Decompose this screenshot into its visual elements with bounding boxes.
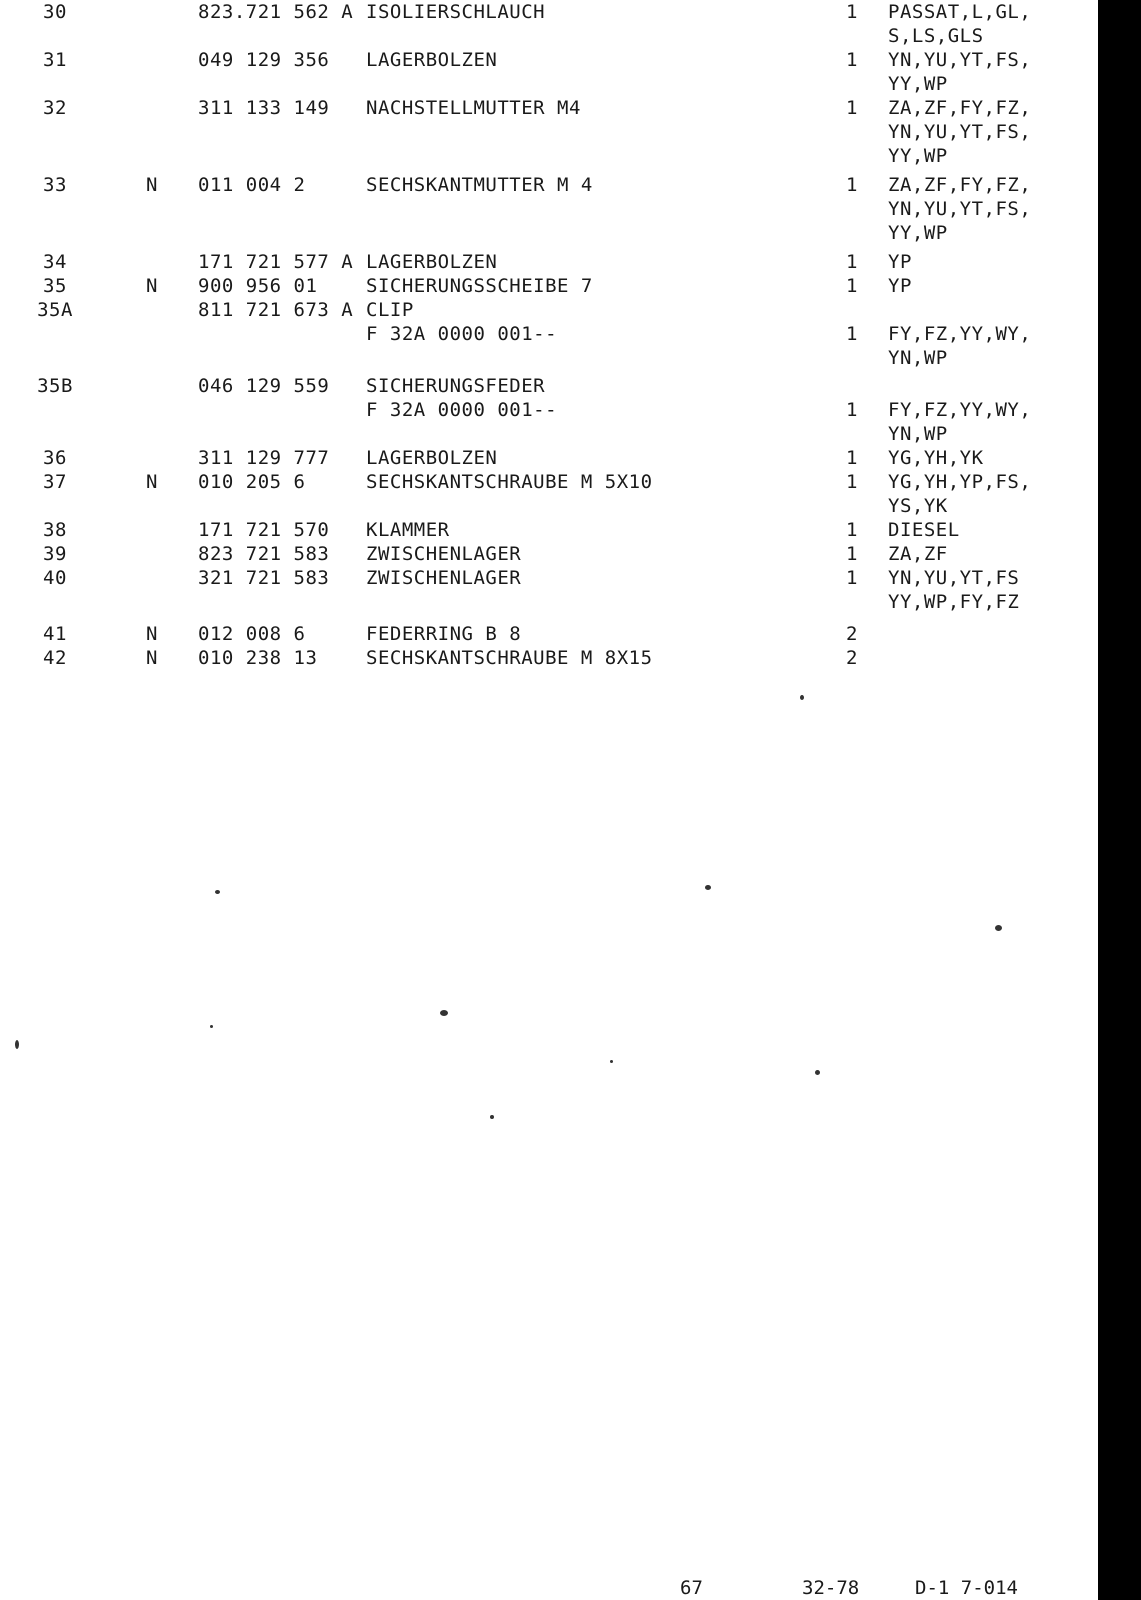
row-position: 39 xyxy=(43,543,67,566)
table-row xyxy=(0,446,1090,470)
table-row xyxy=(0,422,1090,446)
row-model-codes: FY,FZ,YY,WY, xyxy=(888,322,1032,345)
row-position: 35 xyxy=(43,274,67,297)
row-position: 34 xyxy=(43,250,67,273)
footer-page-number: 67 xyxy=(680,1577,703,1599)
row-model-codes: YN,YU,YT,FS, xyxy=(888,49,1032,71)
scan-speck xyxy=(490,1115,494,1119)
row-n-marker: N xyxy=(146,622,158,645)
row-description: FEDERRING B 8 xyxy=(366,622,522,645)
row-position: 33 xyxy=(43,173,67,196)
row-description: ZWISCHENLAGER xyxy=(366,567,522,590)
row-n-marker: N xyxy=(146,646,158,669)
row-quantity: 1 xyxy=(846,447,858,470)
table-row xyxy=(0,274,1090,298)
scan-speck xyxy=(210,1025,213,1028)
table-row xyxy=(0,494,1090,518)
row-position: 37 xyxy=(43,471,67,494)
row-n-marker: N xyxy=(146,274,158,297)
row-position: 38 xyxy=(43,519,67,542)
row-model-codes: YP xyxy=(888,274,912,297)
row-model-codes: S,LS,GLS xyxy=(888,25,984,47)
table-row xyxy=(0,221,1090,245)
row-part-number: 046 129 559 xyxy=(198,375,330,398)
row-model-codes: YS,YK xyxy=(888,495,948,518)
row-model-codes: DIESEL xyxy=(888,519,960,542)
scan-speck xyxy=(800,695,804,700)
row-quantity: 1 xyxy=(846,567,858,590)
row-part-number: 311 133 149 xyxy=(198,97,330,119)
row-description: SECHSKANTSCHRAUBE M 8X15 xyxy=(366,646,653,669)
table-row xyxy=(0,72,1090,96)
row-model-codes: ZA,ZF,FY,FZ, xyxy=(888,173,1032,196)
scan-speck xyxy=(215,890,220,894)
row-model-codes: PASSAT,L,GL, xyxy=(888,1,1032,23)
row-quantity: 1 xyxy=(846,274,858,297)
row-quantity: 1 xyxy=(846,250,858,273)
table-row xyxy=(0,566,1090,590)
row-model-codes: ZA,ZF xyxy=(888,543,948,566)
table-row xyxy=(0,346,1090,370)
row-part-number: 010 205 6 xyxy=(198,471,306,494)
row-description: ISOLIERSCHLAUCH xyxy=(366,1,546,23)
row-description: F 32A 0000 001-- xyxy=(366,322,558,345)
row-model-codes: YG,YH,YP,FS, xyxy=(888,471,1032,494)
row-description: LAGERBOLZEN xyxy=(366,250,498,273)
row-position: 35B xyxy=(37,375,73,398)
row-part-number: 010 238 13 xyxy=(198,646,318,669)
scan-speck xyxy=(815,1070,820,1075)
table-row xyxy=(0,590,1090,614)
row-description: KLAMMER xyxy=(366,519,450,542)
table-row xyxy=(0,0,1090,24)
row-description: LAGERBOLZEN xyxy=(366,49,498,71)
row-position: 36 xyxy=(43,447,67,470)
row-model-codes: YG,YH,YK xyxy=(888,447,984,470)
table-row xyxy=(0,173,1090,197)
table-row xyxy=(0,120,1090,144)
row-description: SECHSKANTMUTTER M 4 xyxy=(366,173,593,196)
table-row xyxy=(0,398,1090,422)
row-quantity: 1 xyxy=(846,471,858,494)
row-part-number: 811 721 673 A xyxy=(198,298,354,321)
row-position: 31 xyxy=(43,49,67,71)
right-edge-black-bar xyxy=(1098,0,1141,1600)
row-model-codes: YY,WP xyxy=(888,221,948,244)
table-row xyxy=(0,197,1090,221)
row-model-codes: YN,YU,YT,FS, xyxy=(888,197,1032,220)
row-quantity: 1 xyxy=(846,543,858,566)
scan-speck xyxy=(705,885,711,890)
row-model-codes: YY,WP,FY,FZ xyxy=(888,591,1020,614)
row-part-number: 011 004 2 xyxy=(198,173,306,196)
row-model-codes: YN,WP xyxy=(888,346,948,369)
row-model-codes: YN,YU,YT,FS xyxy=(888,567,1020,590)
scan-speck xyxy=(440,1010,448,1016)
table-row xyxy=(0,646,1090,670)
row-description: SICHERUNGSSCHEIBE 7 xyxy=(366,274,593,297)
row-n-marker: N xyxy=(146,471,158,494)
table-row xyxy=(0,518,1090,542)
row-quantity: 2 xyxy=(846,646,858,669)
row-part-number: 321 721 583 xyxy=(198,567,330,590)
row-quantity: 1 xyxy=(846,49,858,71)
footer-code: D-1 7-014 xyxy=(915,1577,1018,1599)
row-model-codes: YP xyxy=(888,250,912,273)
row-model-codes: YY,WP xyxy=(888,145,948,167)
row-quantity: 1 xyxy=(846,322,858,345)
row-quantity: 2 xyxy=(846,622,858,645)
row-position: 41 xyxy=(43,622,67,645)
row-model-codes: YN,WP xyxy=(888,423,948,446)
row-position: 35A xyxy=(37,298,73,321)
row-quantity: 1 xyxy=(846,97,858,119)
table-row xyxy=(0,144,1090,168)
row-part-number: 049 129 356 xyxy=(198,49,330,71)
row-quantity: 1 xyxy=(846,399,858,422)
row-position: 42 xyxy=(43,646,67,669)
table-row xyxy=(0,374,1090,398)
row-quantity: 1 xyxy=(846,173,858,196)
row-model-codes: YN,YU,YT,FS, xyxy=(888,121,1032,143)
row-part-number: 823 721 583 xyxy=(198,543,330,566)
row-model-codes: YY,WP xyxy=(888,73,948,95)
row-part-number: 900 956 01 xyxy=(198,274,318,297)
row-part-number: 171 721 577 A xyxy=(198,250,354,273)
table-row xyxy=(0,470,1090,494)
row-position: 30 xyxy=(43,1,67,23)
row-part-number: 171 721 570 xyxy=(198,519,330,542)
row-n-marker: N xyxy=(146,173,158,196)
table-row xyxy=(0,48,1090,72)
table-row xyxy=(0,622,1090,646)
row-description: NACHSTELLMUTTER M4 xyxy=(366,97,581,119)
row-position: 40 xyxy=(43,567,67,590)
row-description: SICHERUNGSFEDER xyxy=(366,375,546,398)
footer-date: 32-78 xyxy=(802,1577,860,1599)
scan-speck xyxy=(610,1060,613,1063)
table-row xyxy=(0,542,1090,566)
row-model-codes: ZA,ZF,FY,FZ, xyxy=(888,97,1032,119)
row-description: LAGERBOLZEN xyxy=(366,447,498,470)
row-position: 32 xyxy=(43,97,67,119)
row-description: F 32A 0000 001-- xyxy=(366,399,558,422)
table-row xyxy=(0,250,1090,274)
table-row xyxy=(0,24,1090,48)
row-quantity: 1 xyxy=(846,1,858,23)
row-model-codes: FY,FZ,YY,WY, xyxy=(888,399,1032,422)
row-part-number: 012 008 6 xyxy=(198,622,306,645)
row-part-number: 823.721 562 A xyxy=(198,1,354,23)
row-part-number: 311 129 777 xyxy=(198,447,330,470)
table-row xyxy=(0,96,1090,120)
scan-speck xyxy=(995,925,1002,931)
table-row xyxy=(0,298,1090,322)
row-quantity: 1 xyxy=(846,519,858,542)
row-description: CLIP xyxy=(366,298,414,321)
scan-speck xyxy=(15,1040,19,1049)
row-description: ZWISCHENLAGER xyxy=(366,543,522,566)
table-row xyxy=(0,322,1090,346)
row-description: SECHSKANTSCHRAUBE M 5X10 xyxy=(366,471,653,494)
